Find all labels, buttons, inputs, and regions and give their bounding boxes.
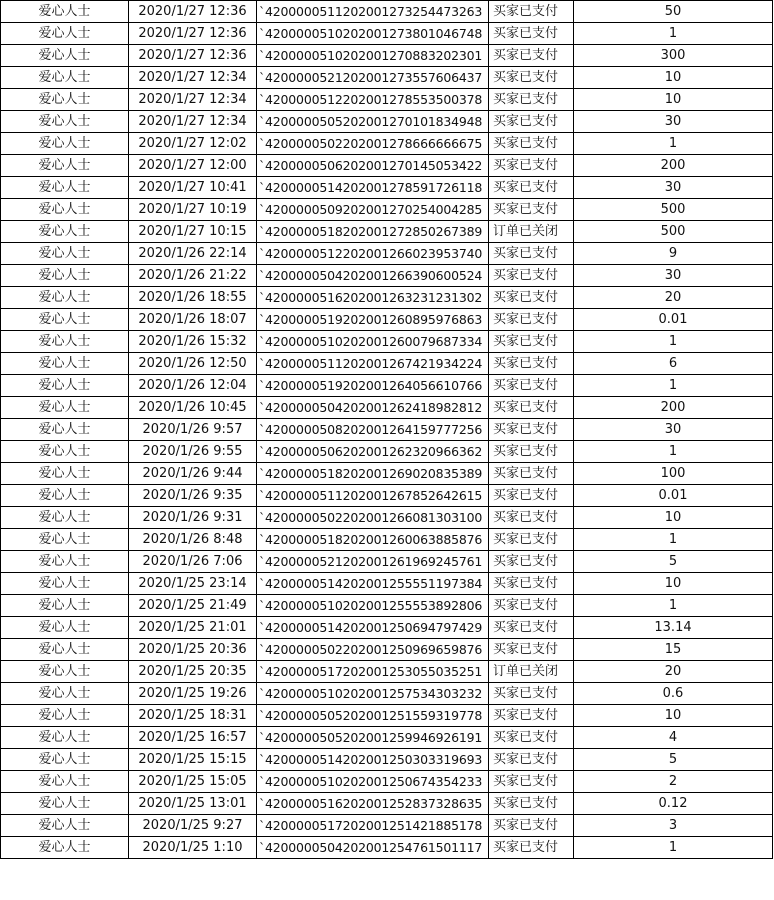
- payment-status-cell: 买家已支付: [489, 177, 574, 199]
- transaction-id-cell: `4200000510202001270883202301: [257, 45, 489, 67]
- donor-name-cell: 爱心人士: [1, 639, 129, 661]
- payment-time-cell: 2020/1/26 10:45: [129, 397, 257, 419]
- donor-name-cell: 爱心人士: [1, 375, 129, 397]
- amount-cell: 30: [574, 265, 773, 287]
- payment-time-cell: 2020/1/25 18:31: [129, 705, 257, 727]
- amount-cell: 0.01: [574, 485, 773, 507]
- payment-status-cell: 买家已支付: [489, 617, 574, 639]
- amount-cell: 500: [574, 199, 773, 221]
- payment-status-cell: 买家已支付: [489, 45, 574, 67]
- donor-name-cell: 爱心人士: [1, 617, 129, 639]
- payment-time-cell: 2020/1/26 21:22: [129, 265, 257, 287]
- payment-status-cell: 买家已支付: [489, 639, 574, 661]
- table-row: [1, 67, 773, 89]
- amount-cell: 5: [574, 551, 773, 573]
- table-row: [1, 815, 773, 837]
- payment-status-cell: 买家已支付: [489, 155, 574, 177]
- donor-name-cell: 爱心人士: [1, 485, 129, 507]
- payment-status-cell: 买家已支付: [489, 463, 574, 485]
- transaction-id-cell: `4200000517202001253055035251: [257, 661, 489, 683]
- payment-status-cell: 买家已支付: [489, 683, 574, 705]
- table-row: [1, 375, 773, 397]
- transaction-id-cell: `4200000502202001278666666675: [257, 133, 489, 155]
- payment-time-cell: 2020/1/26 22:14: [129, 243, 257, 265]
- table-row: [1, 727, 773, 749]
- donor-name-cell: 爱心人士: [1, 551, 129, 573]
- payment-status-cell: 订单已关闭: [489, 661, 574, 683]
- payment-time-cell: 2020/1/27 12:02: [129, 133, 257, 155]
- payment-time-cell: 2020/1/25 23:14: [129, 573, 257, 595]
- transaction-id-cell: `4200000510202001257534303232: [257, 683, 489, 705]
- donor-name-cell: 爱心人士: [1, 45, 129, 67]
- transaction-id-cell: `4200000505202001259946926191: [257, 727, 489, 749]
- amount-cell: 1: [574, 133, 773, 155]
- amount-cell: 0.12: [574, 793, 773, 815]
- payment-status-cell: 买家已支付: [489, 111, 574, 133]
- transaction-id-cell: `4200000512202001278553500378: [257, 89, 489, 111]
- payment-status-cell: 买家已支付: [489, 595, 574, 617]
- donor-name-cell: 爱心人士: [1, 463, 129, 485]
- amount-cell: 4: [574, 727, 773, 749]
- payment-status-cell: 买家已支付: [489, 67, 574, 89]
- payment-status-cell: 买家已支付: [489, 419, 574, 441]
- amount-cell: 1: [574, 529, 773, 551]
- donor-name-cell: 爱心人士: [1, 309, 129, 331]
- amount-cell: 0.01: [574, 309, 773, 331]
- payment-time-cell: 2020/1/25 20:35: [129, 661, 257, 683]
- donor-name-cell: 爱心人士: [1, 507, 129, 529]
- payment-status-cell: 买家已支付: [489, 551, 574, 573]
- table-row: [1, 749, 773, 771]
- donor-name-cell: 爱心人士: [1, 1, 129, 23]
- amount-cell: 30: [574, 111, 773, 133]
- transaction-id-cell: `4200000521202001261969245761: [257, 551, 489, 573]
- payment-time-cell: 2020/1/27 12:34: [129, 89, 257, 111]
- transaction-id-cell: `4200000504202001266390600524: [257, 265, 489, 287]
- table-row: [1, 617, 773, 639]
- table-row: [1, 507, 773, 529]
- amount-cell: 500: [574, 221, 773, 243]
- amount-cell: 20: [574, 287, 773, 309]
- payment-status-cell: 买家已支付: [489, 375, 574, 397]
- table-row: [1, 419, 773, 441]
- donor-name-cell: 爱心人士: [1, 89, 129, 111]
- payment-status-cell: 买家已支付: [489, 705, 574, 727]
- payment-time-cell: 2020/1/26 9:55: [129, 441, 257, 463]
- payment-time-cell: 2020/1/27 12:34: [129, 111, 257, 133]
- amount-cell: 15: [574, 639, 773, 661]
- transaction-id-cell: `4200000516202001252837328635: [257, 793, 489, 815]
- amount-cell: 200: [574, 397, 773, 419]
- payment-status-cell: 买家已支付: [489, 331, 574, 353]
- payment-time-cell: 2020/1/27 12:36: [129, 45, 257, 67]
- table-row: [1, 199, 773, 221]
- payment-time-cell: 2020/1/26 18:07: [129, 309, 257, 331]
- payment-time-cell: 2020/1/25 15:15: [129, 749, 257, 771]
- payment-status-cell: 买家已支付: [489, 397, 574, 419]
- donor-name-cell: 爱心人士: [1, 441, 129, 463]
- payment-status-cell: 买家已支付: [489, 23, 574, 45]
- donor-name-cell: 爱心人士: [1, 749, 129, 771]
- transaction-id-cell: `4200000518202001260063885876: [257, 529, 489, 551]
- table-row: [1, 89, 773, 111]
- table-row: [1, 45, 773, 67]
- amount-cell: 0.6: [574, 683, 773, 705]
- payment-time-cell: 2020/1/25 21:01: [129, 617, 257, 639]
- transaction-id-cell: `4200000506202001270145053422: [257, 155, 489, 177]
- donor-name-cell: 爱心人士: [1, 221, 129, 243]
- amount-cell: 10: [574, 67, 773, 89]
- table-row: [1, 837, 773, 859]
- table-row: [1, 331, 773, 353]
- donor-name-cell: 爱心人士: [1, 705, 129, 727]
- payment-time-cell: 2020/1/27 10:15: [129, 221, 257, 243]
- table-row: [1, 309, 773, 331]
- payment-time-cell: 2020/1/26 9:57: [129, 419, 257, 441]
- table-row: [1, 243, 773, 265]
- payment-time-cell: 2020/1/27 12:36: [129, 1, 257, 23]
- payment-time-cell: 2020/1/26 9:31: [129, 507, 257, 529]
- table-row: [1, 683, 773, 705]
- payment-status-cell: 买家已支付: [489, 573, 574, 595]
- payment-status-cell: 买家已支付: [489, 199, 574, 221]
- payment-status-cell: 买家已支付: [489, 1, 574, 23]
- table-row: [1, 771, 773, 793]
- payment-time-cell: 2020/1/26 12:50: [129, 353, 257, 375]
- table-row: [1, 265, 773, 287]
- donor-name-cell: 爱心人士: [1, 353, 129, 375]
- payment-time-cell: 2020/1/25 21:49: [129, 595, 257, 617]
- payment-status-cell: 买家已支付: [489, 287, 574, 309]
- amount-cell: 1: [574, 595, 773, 617]
- payment-status-cell: 买家已支付: [489, 507, 574, 529]
- transaction-id-cell: `4200000504202001254761501117: [257, 837, 489, 859]
- amount-cell: 1: [574, 441, 773, 463]
- donor-name-cell: 爱心人士: [1, 67, 129, 89]
- donor-name-cell: 爱心人士: [1, 199, 129, 221]
- donor-name-cell: 爱心人士: [1, 287, 129, 309]
- transaction-id-cell: `4200000519202001260895976863: [257, 309, 489, 331]
- amount-cell: 1: [574, 375, 773, 397]
- payment-status-cell: 买家已支付: [489, 353, 574, 375]
- payment-status-cell: 买家已支付: [489, 133, 574, 155]
- transaction-id-cell: `4200000511202001267852642615: [257, 485, 489, 507]
- payment-time-cell: 2020/1/27 10:19: [129, 199, 257, 221]
- donor-name-cell: 爱心人士: [1, 595, 129, 617]
- transaction-id-cell: `4200000511202001273254473263: [257, 1, 489, 23]
- table-row: [1, 287, 773, 309]
- amount-cell: 10: [574, 573, 773, 595]
- table-row: [1, 1, 773, 23]
- table-row: [1, 551, 773, 573]
- table-row: [1, 177, 773, 199]
- amount-cell: 20: [574, 661, 773, 683]
- donor-name-cell: 爱心人士: [1, 265, 129, 287]
- table-row: [1, 639, 773, 661]
- payment-time-cell: 2020/1/26 8:48: [129, 529, 257, 551]
- table-row: [1, 441, 773, 463]
- transaction-id-cell: `4200000508202001264159777256: [257, 419, 489, 441]
- transaction-id-cell: `4200000510202001255553892806: [257, 595, 489, 617]
- transaction-id-cell: `4200000519202001264056610766: [257, 375, 489, 397]
- amount-cell: 200: [574, 155, 773, 177]
- transaction-id-cell: `4200000509202001270254004285: [257, 199, 489, 221]
- donor-name-cell: 爱心人士: [1, 177, 129, 199]
- table-row: [1, 155, 773, 177]
- payment-status-cell: 买家已支付: [489, 309, 574, 331]
- payment-status-cell: 买家已支付: [489, 727, 574, 749]
- amount-cell: 1: [574, 331, 773, 353]
- table-row: [1, 793, 773, 815]
- payment-time-cell: 2020/1/26 9:35: [129, 485, 257, 507]
- table-row: [1, 221, 773, 243]
- amount-cell: 5: [574, 749, 773, 771]
- transaction-id-cell: `4200000505202001251559319778: [257, 705, 489, 727]
- ledger-body: [1, 1, 773, 859]
- amount-cell: 13.14: [574, 617, 773, 639]
- payment-status-cell: 订单已关闭: [489, 221, 574, 243]
- payment-time-cell: 2020/1/25 9:27: [129, 815, 257, 837]
- transaction-id-cell: `4200000516202001263231231302: [257, 287, 489, 309]
- table-row: [1, 595, 773, 617]
- payment-status-cell: 买家已支付: [489, 529, 574, 551]
- table-row: [1, 485, 773, 507]
- transaction-id-cell: `4200000510202001260079687334: [257, 331, 489, 353]
- donor-name-cell: 爱心人士: [1, 661, 129, 683]
- transaction-id-cell: `4200000517202001251421885178: [257, 815, 489, 837]
- transaction-id-cell: `4200000504202001262418982812: [257, 397, 489, 419]
- donor-name-cell: 爱心人士: [1, 111, 129, 133]
- table-row: [1, 23, 773, 45]
- amount-cell: 10: [574, 705, 773, 727]
- transaction-id-cell: `4200000510202001250674354233: [257, 771, 489, 793]
- donor-name-cell: 爱心人士: [1, 397, 129, 419]
- payment-time-cell: 2020/1/26 9:44: [129, 463, 257, 485]
- amount-cell: 300: [574, 45, 773, 67]
- transaction-id-cell: `4200000518202001269020835389: [257, 463, 489, 485]
- payment-time-cell: 2020/1/25 13:01: [129, 793, 257, 815]
- donor-name-cell: 爱心人士: [1, 529, 129, 551]
- donor-name-cell: 爱心人士: [1, 815, 129, 837]
- amount-cell: 10: [574, 89, 773, 111]
- payment-time-cell: 2020/1/27 12:34: [129, 67, 257, 89]
- amount-cell: 1: [574, 837, 773, 859]
- table-row: [1, 573, 773, 595]
- payment-time-cell: 2020/1/26 18:55: [129, 287, 257, 309]
- donor-name-cell: 爱心人士: [1, 837, 129, 859]
- amount-cell: 100: [574, 463, 773, 485]
- table-row: [1, 397, 773, 419]
- payment-status-cell: 买家已支付: [489, 485, 574, 507]
- donor-name-cell: 爱心人士: [1, 771, 129, 793]
- transaction-id-cell: `4200000518202001272850267389: [257, 221, 489, 243]
- amount-cell: 2: [574, 771, 773, 793]
- payment-status-cell: 买家已支付: [489, 243, 574, 265]
- payment-time-cell: 2020/1/25 1:10: [129, 837, 257, 859]
- donor-name-cell: 爱心人士: [1, 793, 129, 815]
- payment-time-cell: 2020/1/27 12:36: [129, 23, 257, 45]
- table-row: [1, 529, 773, 551]
- payment-time-cell: 2020/1/26 12:04: [129, 375, 257, 397]
- payment-status-cell: 买家已支付: [489, 771, 574, 793]
- transaction-id-cell: `4200000505202001270101834948: [257, 111, 489, 133]
- transaction-id-cell: `4200000514202001250694797429: [257, 617, 489, 639]
- donor-name-cell: 爱心人士: [1, 155, 129, 177]
- amount-cell: 6: [574, 353, 773, 375]
- transaction-id-cell: `4200000506202001262320966362: [257, 441, 489, 463]
- donor-name-cell: 爱心人士: [1, 331, 129, 353]
- payment-time-cell: 2020/1/27 12:00: [129, 155, 257, 177]
- donor-name-cell: 爱心人士: [1, 683, 129, 705]
- transaction-id-cell: `4200000502202001250969659876: [257, 639, 489, 661]
- payment-time-cell: 2020/1/26 7:06: [129, 551, 257, 573]
- amount-cell: 9: [574, 243, 773, 265]
- table-row: [1, 463, 773, 485]
- payment-time-cell: 2020/1/27 10:41: [129, 177, 257, 199]
- amount-cell: 50: [574, 1, 773, 23]
- transaction-id-cell: `4200000514202001250303319693: [257, 749, 489, 771]
- payment-time-cell: 2020/1/25 19:26: [129, 683, 257, 705]
- payment-status-cell: 买家已支付: [489, 837, 574, 859]
- table-row: [1, 133, 773, 155]
- payment-status-cell: 买家已支付: [489, 815, 574, 837]
- table-row: [1, 705, 773, 727]
- donor-name-cell: 爱心人士: [1, 23, 129, 45]
- transaction-id-cell: `4200000521202001273557606437: [257, 67, 489, 89]
- amount-cell: 30: [574, 419, 773, 441]
- transaction-id-cell: `4200000502202001266081303100: [257, 507, 489, 529]
- payment-status-cell: 买家已支付: [489, 793, 574, 815]
- table-row: [1, 353, 773, 375]
- amount-cell: 3: [574, 815, 773, 837]
- transaction-id-cell: `4200000512202001266023953740: [257, 243, 489, 265]
- transaction-id-cell: `4200000510202001273801046748: [257, 23, 489, 45]
- amount-cell: 10: [574, 507, 773, 529]
- table-row: [1, 661, 773, 683]
- payment-time-cell: 2020/1/25 15:05: [129, 771, 257, 793]
- payment-time-cell: 2020/1/26 15:32: [129, 331, 257, 353]
- payment-time-cell: 2020/1/25 16:57: [129, 727, 257, 749]
- transaction-id-cell: `4200000511202001267421934224: [257, 353, 489, 375]
- donor-name-cell: 爱心人士: [1, 419, 129, 441]
- donor-name-cell: 爱心人士: [1, 133, 129, 155]
- transaction-id-cell: `4200000514202001278591726118: [257, 177, 489, 199]
- payment-status-cell: 买家已支付: [489, 265, 574, 287]
- donor-name-cell: 爱心人士: [1, 727, 129, 749]
- donor-name-cell: 爱心人士: [1, 243, 129, 265]
- transaction-id-cell: `4200000514202001255551197384: [257, 573, 489, 595]
- donor-name-cell: 爱心人士: [1, 573, 129, 595]
- table-row: [1, 111, 773, 133]
- payment-status-cell: 买家已支付: [489, 89, 574, 111]
- payment-status-cell: 买家已支付: [489, 441, 574, 463]
- amount-cell: 1: [574, 23, 773, 45]
- payment-time-cell: 2020/1/25 20:36: [129, 639, 257, 661]
- payment-status-cell: 买家已支付: [489, 749, 574, 771]
- amount-cell: 30: [574, 177, 773, 199]
